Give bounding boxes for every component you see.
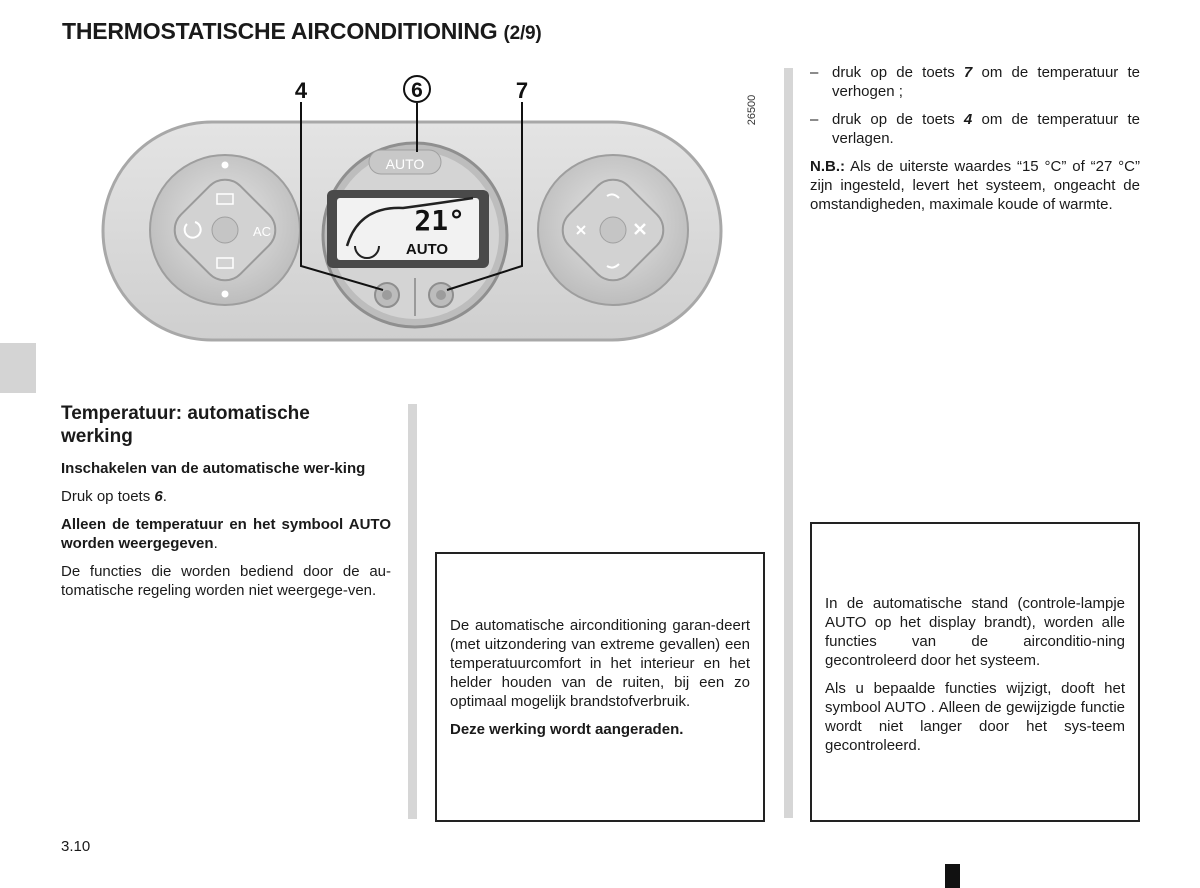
list-item-increase-text (832, 63, 1140, 101)
ac-label: AC (253, 224, 272, 239)
right-box-para2: Als u bepaalde functies wijzigt, dooft het symbool AUTO . Alleen de gewijzigde functie wordt niet langer door het sys-teem gecontroleerd. (825, 680, 1125, 754)
list-item-increase (810, 63, 1140, 101)
info-box-middle (435, 552, 765, 822)
page-indicator: (2/9) (503, 23, 542, 44)
callout-7: 7 (515, 78, 529, 103)
result-text (61, 515, 391, 553)
page-title (62, 18, 542, 45)
sub-heading: Inschakelen van de automatische wer-king (61, 460, 366, 477)
right-box-para1: In de automatische stand (controle-lampje AUTO op het display brandt), worden alle functies van de airconditio-ning gecontroleerd door het systeem. (825, 595, 1125, 669)
section-heading: Temperatuur: automatische werking (61, 403, 310, 447)
item1-suffix: om de temperatuur te verhogen ; (832, 64, 1141, 100)
item2-prefix: druk op de toets (832, 111, 955, 128)
callout-6: 6 (411, 79, 423, 102)
separator-middle (408, 404, 417, 819)
nb-text: Als de uiterste waardes “15 °C” of “27 °C” zijn ingesteld, levert het systeem, ongeacht de omstandigheden, maximale koude of warmte. (810, 158, 1140, 213)
middle-box-text: De automatische airconditioning garan-deert (met uitzondering van extreme gevallen) een temperatuurcomfort in het interieur en het helder houden van de ruiten, bij een zo optimaal mogelijk brandstofverbruik. (450, 617, 750, 710)
dash-2: – (810, 111, 819, 128)
result-bold: Alleen de temperatuur en het symbool AUTO worden weergegeven (61, 516, 391, 552)
item2-key: 4 (963, 111, 973, 128)
panel-auto-button-label: AUTO (385, 156, 425, 172)
list-item-decrease-text (832, 110, 1140, 148)
climate-panel-figure (95, 70, 785, 360)
climate-panel-illustration (95, 70, 785, 360)
step-key: 6 (154, 488, 163, 505)
middle-box-bold: Deze werking wordt aangeraden. (450, 721, 684, 738)
nb-label: N.B.: (810, 158, 845, 175)
chapter-tab (0, 343, 36, 393)
result-suffix: . (213, 535, 218, 552)
note-text: De functies die worden bediend door de au-tomatische regeling worden niet weergege-ven. (61, 563, 391, 599)
right-column (810, 63, 1140, 214)
bottom-marker (945, 864, 960, 888)
display-mode: AUTO (405, 241, 449, 258)
title-text: THERMOSTATISCHE AIRCONDITIONING (62, 18, 498, 44)
left-column (61, 402, 391, 600)
callout-4: 4 (294, 78, 308, 103)
dash-1: – (810, 64, 819, 81)
item2-suffix: om de temperatuur te verlagen. (832, 111, 1141, 147)
list-item-decrease (810, 110, 1140, 148)
step-text (61, 487, 391, 506)
separator-right (784, 68, 793, 818)
item1-prefix: druk op de toets (832, 64, 955, 81)
info-box-right (810, 522, 1140, 822)
step-prefix: Druk op toets (61, 488, 151, 505)
nb-note (810, 157, 1140, 214)
item1-key: 7 (963, 64, 973, 81)
step-suffix: . (162, 488, 167, 505)
figure-number: 26500 (746, 94, 758, 126)
display-temperature: 21° (414, 204, 465, 237)
page-number: 3.10 (61, 838, 91, 855)
